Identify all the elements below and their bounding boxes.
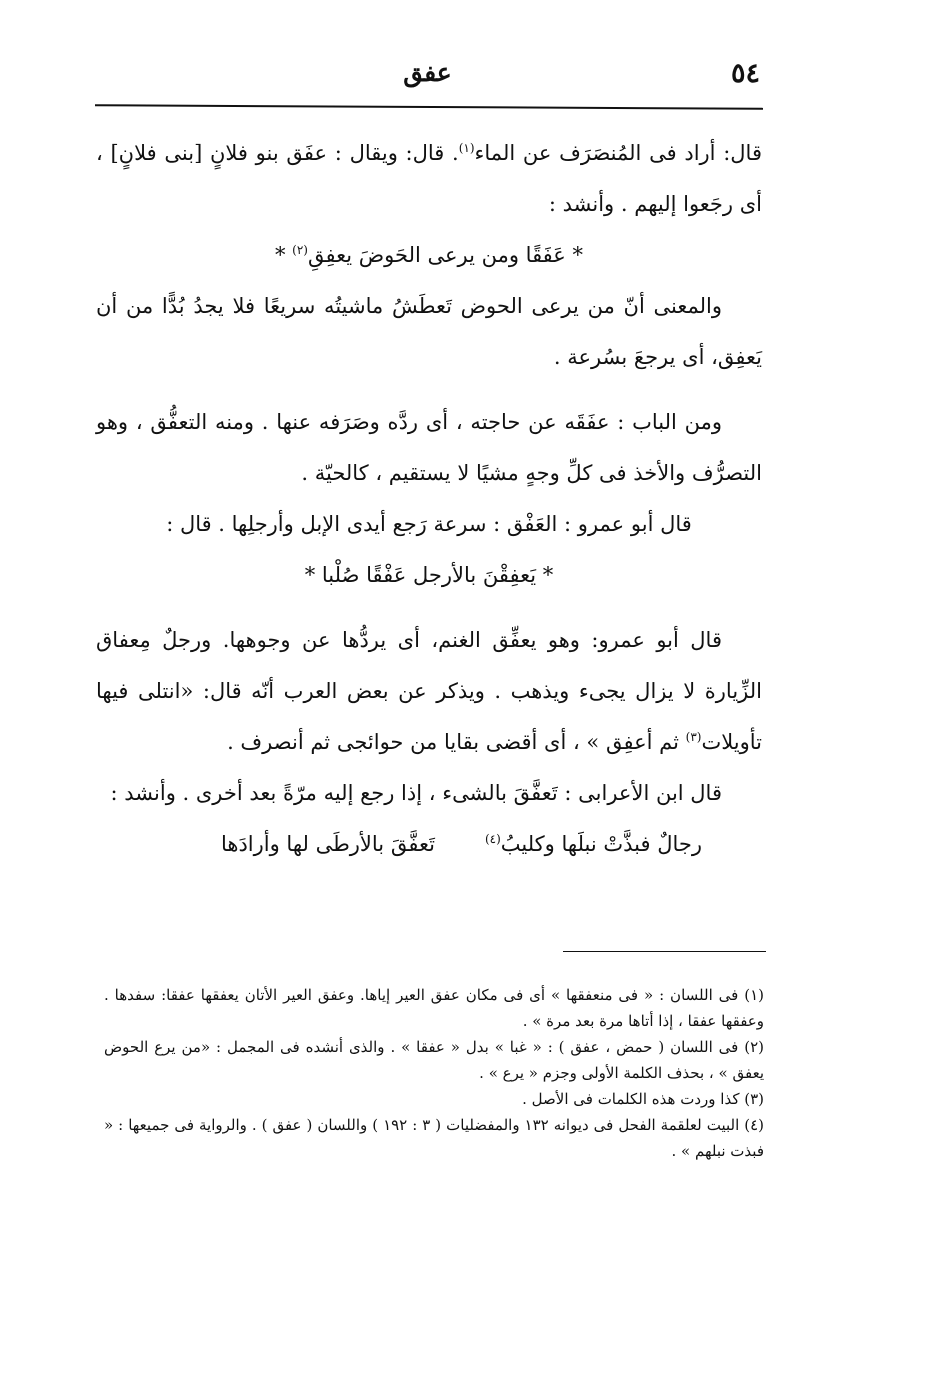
verse-marker: *	[274, 243, 293, 267]
paragraph-5	[96, 615, 762, 768]
text-run: قال أبو عمرو: وهو يعفِّق الغنم، أى يردُّها عن وجوهها. ورجلٌ مِعفاق الزِّيارة لا يزال يجىء ويذهب . ويذكر عن بعض العرب أنّه قال: «انتلى فيها تأويلات	[96, 628, 762, 754]
verse-text: * عَفَقًا ومن يرعى الحَوضَ يعفِقِ	[307, 243, 584, 267]
text-run: أى رجَعوا إليهم . وأنشد :	[548, 192, 762, 216]
footnote-ref-3[interactable]: (٣)	[685, 730, 702, 744]
page-header	[95, 58, 760, 102]
paragraph-3: ومن الباب : عفَقَه عن حاجته ، أى ردَّه وصَرَفه عنها . ومنه التعفُّق ، وهو التصرُّف والأخذ فى كلِّ وجهٍ مشيًا لا يستقيم ، كالحيّة .	[96, 410, 762, 485]
verse-1	[96, 230, 762, 281]
page-number: ٥٤	[730, 58, 760, 89]
main-text	[96, 128, 762, 870]
verse-hemistich-second: تَعفَّقَ بالأرطَى لها وأرادَها	[220, 832, 435, 856]
footnote-ref-4[interactable]: (٤)	[484, 832, 501, 846]
text-run: رجالٌ فبذَّتْ نبلَها وكليبُ	[500, 832, 702, 856]
footnote-ref-2[interactable]: (٢)	[292, 243, 308, 257]
running-title: عفق	[403, 58, 452, 87]
text-run: ثم أعفِق » ، أى أقضى بقايا من حوائجى ثم أنصرف .	[227, 730, 686, 754]
footnote-2: (٢) فى اللسان ( حمض ، عفق ) : « غبا » بدل « عفقا » . والذى أنشده فى المجمل : «من يرع الحوض يعفق » ، بحذف الكلمة الأولى وجزم « يرع » .	[104, 1038, 764, 1082]
footnote-3: (٣) كذا وردت هذه الكلمات فى الأصل .	[522, 1090, 764, 1108]
verse-3	[96, 819, 762, 870]
verse-2: * يَعفِقْنَ بالأرجل عَفْقًا صُلْبا *	[304, 563, 554, 587]
footnote-4: (٤) البيت لعلقمة الفحل فى ديوانه ١٣٢ والمفضليات ( ٣ : ١٩٢ ) واللسان ( عفق ) . والرواية فى جميعها : « فبذت نبلهم » .	[104, 1116, 764, 1160]
text-run: قال: أراد فى المُنصَرَف عن الماء	[474, 141, 762, 165]
text-run: . قال: ويقال : عفَق بنو فلانٍ [بنى فلانٍ] ،	[96, 141, 459, 165]
paragraph-6: قال ابن الأعرابى : تَعفَّقَ بالشىء ، إذا رجع إليه مرّةً بعد أخرى . وأنشد :	[110, 781, 722, 805]
verse-hemistich-first	[485, 819, 702, 870]
footnote-rule	[563, 951, 766, 952]
paragraph-4: قال أبو عمرو : العَفْق : سرعة رَجع أيدى الإبل وأرجلِها . قال :	[166, 512, 692, 536]
footnote-ref-1[interactable]: (١)	[458, 141, 475, 155]
paragraph-2: والمعنى أنّ من يرعى الحوض تَعطَشُ ماشيتُه سريعًا فلا يجدُ بُدًّا من أن يَعفِق، أى يرجعَ بسُرعة .	[96, 294, 762, 369]
footnotes	[104, 982, 764, 1164]
paragraph-1	[96, 128, 762, 230]
header-rule	[95, 104, 763, 109]
footnote-1: (١) فى اللسان : « فى منعفقها » أى فى مكان عفق العير إياها. وعفق العير الأتان يعفقها عفقا: سفدها . وعفقها عفقا ، إذا أتاها مرة بعد مرة » .	[104, 986, 764, 1030]
